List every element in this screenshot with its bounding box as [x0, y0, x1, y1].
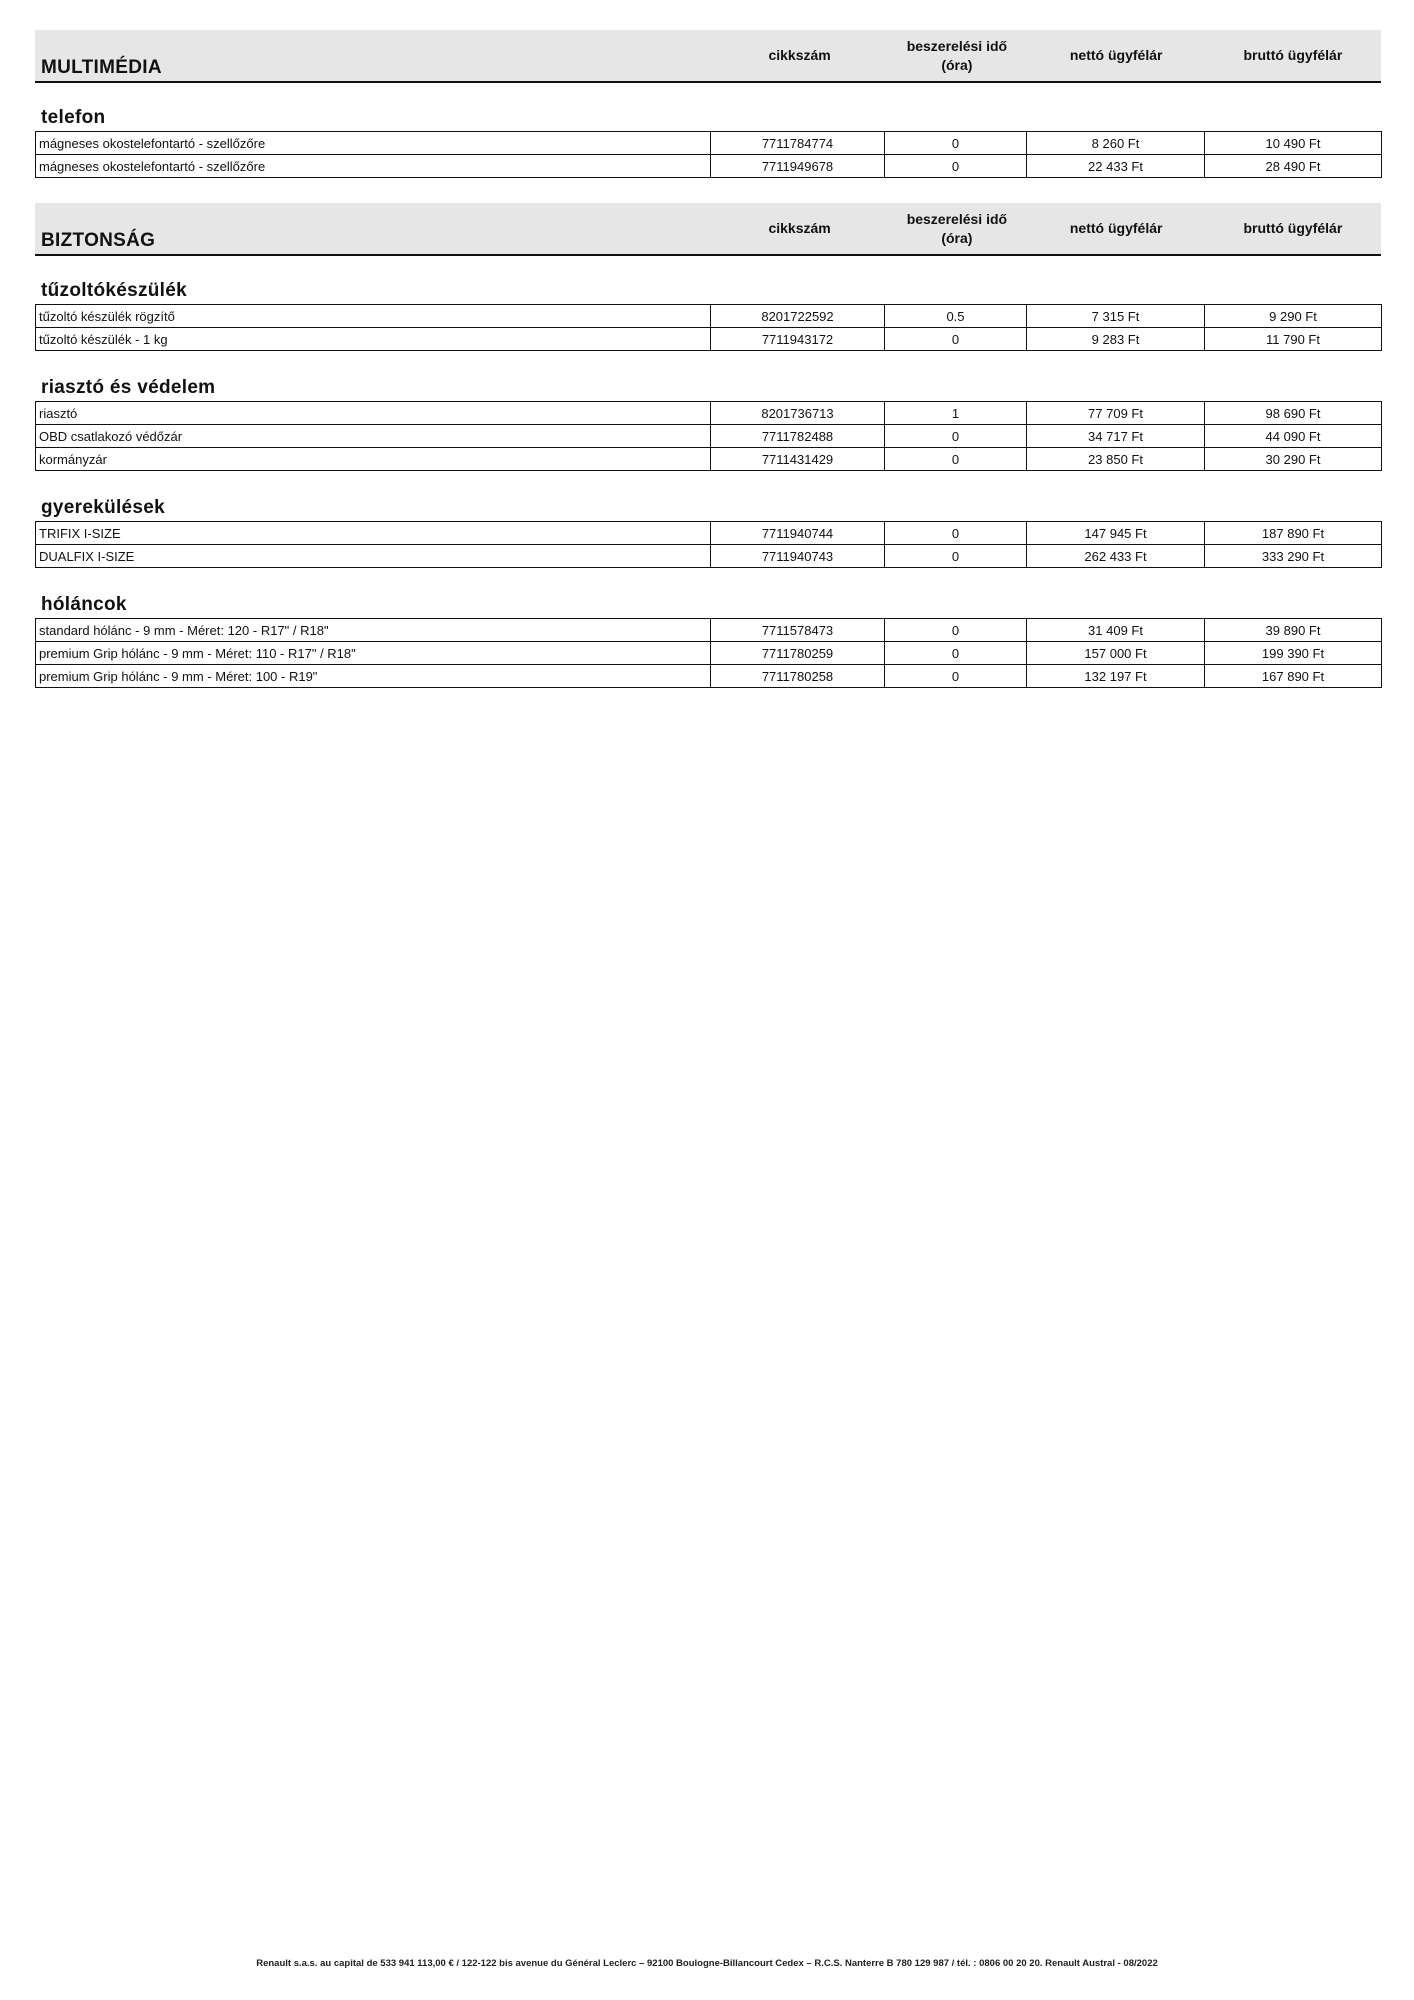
- item-name: standard hólánc - 9 mm - Méret: 120 - R17" / R18": [36, 619, 711, 642]
- item-net-price: 132 197 Ft: [1027, 665, 1205, 688]
- item-install-time: 0.5: [885, 305, 1027, 328]
- item-net-price: 157 000 Ft: [1027, 642, 1205, 665]
- item-code: 8201722592: [711, 305, 885, 328]
- section-title: MULTIMÉDIA: [41, 57, 162, 78]
- item-code: 8201736713: [711, 402, 885, 425]
- section-header: [35, 203, 1381, 256]
- item-gross-price: 44 090 Ft: [1205, 425, 1382, 448]
- item-install-time: 0: [885, 619, 1027, 642]
- item-name: premium Grip hólánc - 9 mm - Méret: 110 - R17" / R18": [36, 642, 711, 665]
- table-row: [36, 402, 1382, 425]
- item-name: OBD csatlakozó védőzár: [36, 425, 711, 448]
- table-row: [36, 642, 1382, 665]
- item-install-time: 0: [885, 642, 1027, 665]
- item-install-time: 0: [885, 545, 1027, 568]
- column-header-gross-price: bruttó ügyfélár: [1243, 220, 1343, 236]
- item-name: tűzoltó készülék - 1 kg: [36, 328, 711, 351]
- item-gross-price: 167 890 Ft: [1205, 665, 1382, 688]
- item-net-price: 23 850 Ft: [1027, 448, 1205, 471]
- item-code: 7711782488: [711, 425, 885, 448]
- item-net-price: 77 709 Ft: [1027, 402, 1205, 425]
- section-title: BIZTONSÁG: [41, 230, 156, 251]
- item-code: 7711940744: [711, 522, 885, 545]
- group-title-child-seats: gyerekülések: [41, 497, 166, 518]
- column-header-gross-price: bruttó ügyfélár: [1243, 47, 1343, 63]
- item-install-time: 0: [885, 155, 1027, 178]
- item-code: 7711578473: [711, 619, 885, 642]
- legal-footer: Renault s.a.s. au capital de 533 941 113,00 € / 122-122 bis avenue du Général Leclerc – 92100 Boulogne-Billancourt Cedex – R.C.S. Nanterre B 780 129 987 / tél. : 0806 00 20 20. Renault Austral - 08/2022: [256, 1958, 1158, 1969]
- item-code: 7711431429: [711, 448, 885, 471]
- item-net-price: 31 409 Ft: [1027, 619, 1205, 642]
- item-name: premium Grip hólánc - 9 mm - Méret: 100 - R19": [36, 665, 711, 688]
- column-header-install-time-line2: (óra): [941, 56, 973, 73]
- column-header-install-time: [886, 30, 1027, 81]
- table-row: [36, 328, 1382, 351]
- item-code: 7711780258: [711, 665, 885, 688]
- section-multimedia: [35, 30, 1381, 178]
- item-net-price: 262 433 Ft: [1027, 545, 1205, 568]
- item-gross-price: 98 690 Ft: [1205, 402, 1382, 425]
- item-gross-price: 333 290 Ft: [1205, 545, 1382, 568]
- item-gross-price: 187 890 Ft: [1205, 522, 1382, 545]
- table-row: [36, 155, 1382, 178]
- item-install-time: 0: [885, 132, 1027, 155]
- item-gross-price: 9 290 Ft: [1205, 305, 1382, 328]
- items-table: [35, 304, 1382, 351]
- item-name: mágneses okostelefontartó - szellőzőre: [36, 155, 711, 178]
- item-name: riasztó: [36, 402, 711, 425]
- items-table: [35, 131, 1382, 178]
- table-row: [36, 132, 1382, 155]
- price-list: [35, 30, 1381, 688]
- item-gross-price: 11 790 Ft: [1205, 328, 1382, 351]
- item-name: DUALFIX I-SIZE: [36, 545, 711, 568]
- item-net-price: 147 945 Ft: [1027, 522, 1205, 545]
- column-header-code: cikkszám: [768, 47, 831, 63]
- group-title-telefon: telefon: [41, 107, 106, 128]
- item-gross-price: 39 890 Ft: [1205, 619, 1382, 642]
- item-code: 7711940743: [711, 545, 885, 568]
- item-name: mágneses okostelefontartó - szellőzőre: [36, 132, 711, 155]
- table-row: [36, 425, 1382, 448]
- group-title-alarm-protection: riasztó és védelem: [41, 377, 216, 398]
- item-name: tűzoltó készülék rögzítő: [36, 305, 711, 328]
- item-install-time: 0: [885, 425, 1027, 448]
- item-code: 7711949678: [711, 155, 885, 178]
- table-row: [36, 305, 1382, 328]
- item-install-time: 0: [885, 665, 1027, 688]
- items-table: [35, 401, 1382, 471]
- item-net-price: 8 260 Ft: [1027, 132, 1205, 155]
- item-code: 7711784774: [711, 132, 885, 155]
- item-net-price: 9 283 Ft: [1027, 328, 1205, 351]
- table-row: [36, 619, 1382, 642]
- group-title-fire-extinguisher: tűzoltókészülék: [41, 280, 187, 301]
- item-code: 7711780259: [711, 642, 885, 665]
- items-table: [35, 618, 1382, 688]
- item-net-price: 7 315 Ft: [1027, 305, 1205, 328]
- section-biztonsag: [35, 203, 1381, 688]
- column-header-install-time: [886, 203, 1027, 254]
- section-header: [35, 30, 1381, 83]
- item-gross-price: 199 390 Ft: [1205, 642, 1382, 665]
- column-header-code: cikkszám: [768, 220, 831, 236]
- item-code: 7711943172: [711, 328, 885, 351]
- column-header-install-time-line1: beszerelési idő: [906, 210, 1008, 227]
- item-net-price: 22 433 Ft: [1027, 155, 1205, 178]
- item-gross-price: 10 490 Ft: [1205, 132, 1382, 155]
- column-header-net-price: nettó ügyfélár: [1069, 220, 1163, 236]
- table-row: [36, 665, 1382, 688]
- column-header-net-price: nettó ügyfélár: [1069, 47, 1163, 63]
- column-header-install-time-line1: beszerelési idő: [906, 37, 1008, 54]
- item-name: TRIFIX I-SIZE: [36, 522, 711, 545]
- item-name: kormányzár: [36, 448, 711, 471]
- column-header-install-time-line2: (óra): [941, 229, 973, 246]
- table-row: [36, 448, 1382, 471]
- item-install-time: 0: [885, 448, 1027, 471]
- table-row: [36, 545, 1382, 568]
- group-title-snow-chains: hóláncok: [41, 594, 127, 615]
- item-gross-price: 28 490 Ft: [1205, 155, 1382, 178]
- item-install-time: 0: [885, 328, 1027, 351]
- items-table: [35, 521, 1382, 568]
- item-net-price: 34 717 Ft: [1027, 425, 1205, 448]
- table-row: [36, 522, 1382, 545]
- item-install-time: 0: [885, 522, 1027, 545]
- item-gross-price: 30 290 Ft: [1205, 448, 1382, 471]
- item-install-time: 1: [885, 402, 1027, 425]
